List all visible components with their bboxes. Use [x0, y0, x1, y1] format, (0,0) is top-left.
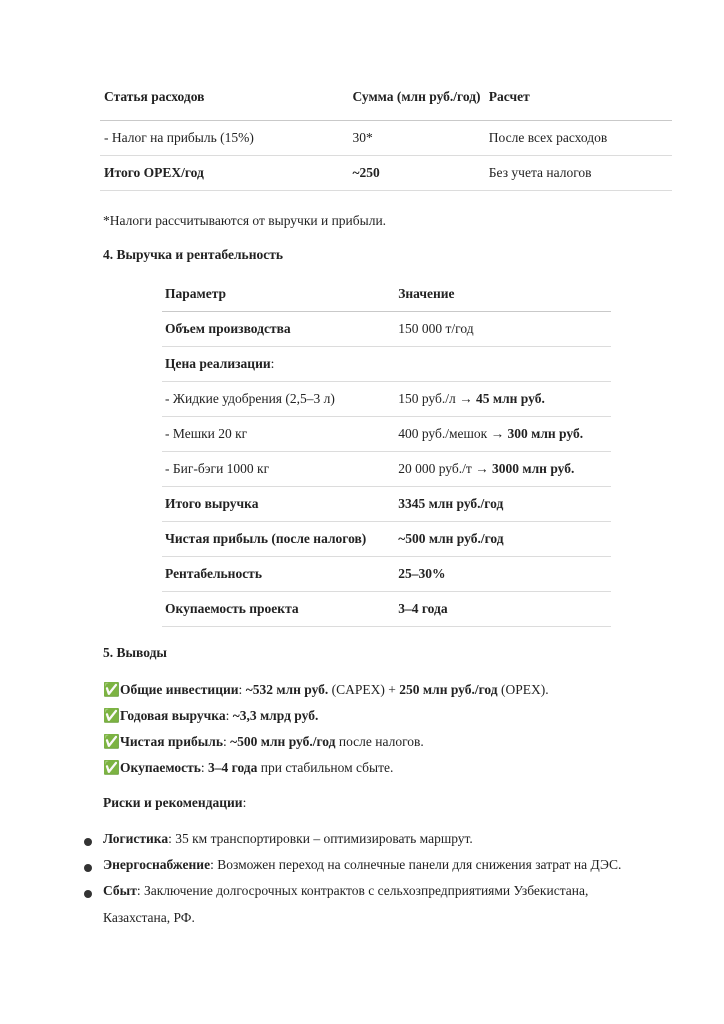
list-item [103, 831, 473, 847]
section-4-title: 4. Выручка и рентабельность [103, 247, 283, 262]
opex-cell-calc: Без учета налогов [485, 156, 672, 191]
conclusion-sep: : [222, 734, 231, 749]
value-text: 400 руб./мешок → [398, 426, 508, 441]
revenue-cell-param: - Биг-бэги 1000 кг [162, 452, 395, 487]
value-bold: 3345 млн руб./год [398, 496, 504, 511]
revenue-header-param: Параметр [162, 277, 395, 312]
param-label: Цена реализации [165, 356, 271, 371]
revenue-cell-value [395, 312, 611, 347]
table-row [162, 452, 611, 487]
revenue-cell-param: Чистая прибыль (после налогов) [162, 522, 395, 557]
revenue-cell-param: Окупаемость проекта [162, 592, 395, 627]
table-row [162, 592, 611, 627]
revenue-cell-value [395, 522, 611, 557]
revenue-cell-value [395, 417, 611, 452]
value-bold: 25–30% [398, 566, 446, 581]
revenue-cell-value [395, 592, 611, 627]
conclusion-text: после налогов. [335, 734, 424, 749]
table-row [162, 417, 611, 452]
revenue-cell-param: Рентабельность [162, 557, 395, 592]
opex-table-header [100, 74, 672, 121]
conclusion-label: Окупаемость [120, 760, 201, 775]
risk-text: : 35 км транспортировки – оптимизировать маршрут. [168, 831, 473, 846]
param-colon: : [270, 356, 275, 371]
revenue-cell-param: Объем производства [162, 312, 395, 347]
revenue-cell-value [395, 382, 611, 417]
risk-label: Логистика [103, 831, 169, 846]
value-bold: 3000 млн руб. [492, 461, 575, 476]
table-row [162, 557, 611, 592]
opex-cell-calc: После всех расходов [485, 121, 672, 156]
revenue-cell-value [395, 452, 611, 487]
risks-title-text: Риски и рекомендации [103, 795, 243, 810]
opex-header-sum: Сумма (млн руб./год) [348, 74, 484, 121]
bullet-icon [84, 864, 92, 872]
conclusion-value-2: 250 млн руб./год [399, 682, 498, 697]
revenue-cell-param: Итого выручка [162, 487, 395, 522]
check-mark-icon: ✅ [103, 734, 120, 749]
conclusion-text-2: (OPEX). [497, 682, 549, 697]
opex-cell-item: Итого OPEX/год [100, 156, 348, 191]
value-bold: 3–4 года [398, 601, 448, 616]
opex-header-item: Статья расходов [100, 74, 348, 121]
opex-table [100, 74, 672, 191]
bullet-icon [84, 890, 92, 898]
conclusion-item [103, 682, 549, 698]
conclusion-value: ~3,3 млрд руб. [232, 708, 319, 723]
list-item-continuation: Казахстана, РФ. [103, 910, 195, 925]
revenue-cell-param: - Жидкие удобрения (2,5–3 л) [162, 382, 395, 417]
risks-title-colon: : [242, 795, 247, 810]
conclusion-label: Общие инвестиции [120, 682, 239, 697]
risk-label: Энергоснабжение [103, 857, 211, 872]
conclusion-text: (CAPEX) + [328, 682, 400, 697]
table-row [162, 487, 611, 522]
table-row [100, 156, 672, 191]
bullet-icon [84, 838, 92, 846]
table-row [162, 312, 611, 347]
conclusion-value: ~532 млн руб. [245, 682, 329, 697]
check-mark-icon: ✅ [103, 708, 120, 723]
revenue-cell-param [162, 347, 395, 382]
risks-title [103, 795, 246, 811]
table-row [162, 522, 611, 557]
conclusion-label: Годовая выручка [120, 708, 226, 723]
value-text: 150 000 т/год [398, 321, 474, 336]
conclusion-text: при стабильном сбыте. [257, 760, 394, 775]
revenue-table-header [162, 277, 611, 312]
value-text: 20 000 руб./т → [398, 461, 493, 476]
check-mark-icon: ✅ [103, 760, 120, 775]
list-item [103, 883, 588, 899]
value-bold: ~500 млн руб./год [398, 531, 504, 546]
revenue-cell-value [395, 487, 611, 522]
opex-header-calc: Расчет [485, 74, 672, 121]
risk-label: Сбыт [103, 883, 137, 898]
conclusion-value: 3–4 года [208, 760, 258, 775]
section-5-title: 5. Выводы [103, 645, 167, 660]
list-item [103, 857, 621, 873]
revenue-cell-value [395, 557, 611, 592]
conclusion-item [103, 708, 318, 724]
revenue-table [162, 277, 611, 627]
conclusion-sep: : [200, 760, 209, 775]
opex-cell-sum: 30* [348, 121, 484, 156]
opex-cell-sum: ~250 [348, 156, 484, 191]
risk-text: : Возможен переход на солнечные панели для снижения затрат на ДЭС. [210, 857, 622, 872]
conclusion-item [103, 760, 393, 776]
conclusion-value: ~500 млн руб./год [230, 734, 336, 749]
conclusion-sep: : [238, 682, 246, 697]
opex-cell-item: - Налог на прибыль (15%) [100, 121, 348, 156]
table-row [100, 121, 672, 156]
conclusion-item [103, 734, 424, 750]
risk-text: : Заключение долгосрочных контрактов с сельхозпредприятиями Узбекистана, [136, 883, 589, 898]
revenue-header-value: Значение [395, 277, 611, 312]
revenue-cell-param: - Мешки 20 кг [162, 417, 395, 452]
check-mark-icon: ✅ [103, 682, 120, 697]
value-text: 150 руб./л → [398, 391, 476, 406]
table-row [162, 382, 611, 417]
value-bold: 45 млн руб. [476, 391, 545, 406]
conclusion-sep: : [225, 708, 233, 723]
table-row [162, 347, 611, 382]
footnote: *Налоги рассчитываются от выручки и прибыли. [103, 213, 387, 228]
value-bold: 300 млн руб. [507, 426, 584, 441]
revenue-cell-value [395, 347, 611, 382]
conclusion-label: Чистая прибыль [120, 734, 223, 749]
